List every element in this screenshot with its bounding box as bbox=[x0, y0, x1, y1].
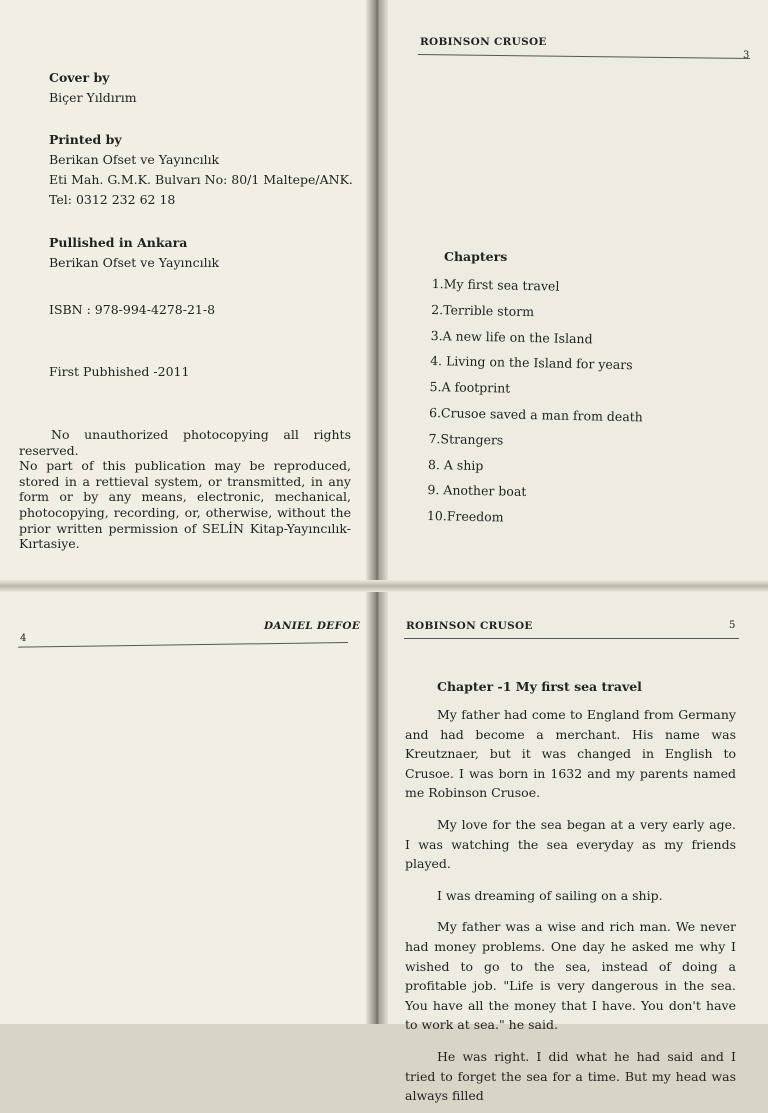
paragraph: My father had come to England from Germany and had become a merchant. His name was Kreutznaer, but it was changed in English to Crusoe. I was born in 1632 and my parents named me Robinson Crusoe. bbox=[405, 707, 736, 801]
paragraph: My father was a wise and rich man. We never had money problems. One day he asked me why I wished to go to the sea, instead of doing a profitable job. "Life is very dangerous in the sea. You have all the money that I have. You don't have to work at sea." he said. bbox=[405, 919, 736, 1033]
running-head: ROBINSON CRUSOE bbox=[420, 36, 547, 48]
chapter-list bbox=[427, 274, 646, 536]
paragraph: I was dreaming of sailing on a ship. bbox=[437, 887, 663, 903]
legal-line-1: No unauthorized photocopying all rights reserved. bbox=[19, 427, 351, 458]
list-item: 4. Living on the Island for years bbox=[430, 353, 633, 373]
publisher-name: Berikan Ofset ve Yayıncılık bbox=[49, 255, 220, 270]
running-head: DANIEL DEFOE bbox=[264, 620, 361, 632]
legal-rest: No part of this publication may be reproduced, stored in a rettieval system, or transmitted, in any form or by any means, electronic, mechanical, photocopying, recording, or, otherwise, without the prior written permission of SELİN Kitap-Yayıncılık-Kırtasiye. bbox=[19, 458, 351, 552]
list-item: 5.A footprint bbox=[429, 379, 511, 396]
chapters-heading: Chapters bbox=[444, 249, 508, 264]
book-gutter bbox=[366, 0, 388, 1024]
cover-credit bbox=[49, 68, 137, 108]
list-item: 6.Crusoe saved a man from death bbox=[428, 404, 643, 425]
printer-credit bbox=[49, 130, 353, 210]
printer-name: Berikan Ofset ve Yayıncılık bbox=[49, 152, 220, 167]
page-number: 4 bbox=[20, 633, 27, 644]
chapter-body bbox=[405, 705, 736, 1113]
list-item: 7.Strangers bbox=[428, 430, 504, 448]
cover-name: Biçer Yıldırım bbox=[49, 90, 137, 105]
page-number: 5 bbox=[729, 620, 736, 631]
published-heading: Pullished in Ankara bbox=[49, 235, 188, 250]
page-number: 3 bbox=[743, 50, 750, 61]
isbn: ISBN : 978-994-4278-21-8 bbox=[49, 302, 216, 317]
blank-left-page bbox=[0, 590, 372, 1024]
chapter-title: Chapter -1 My first sea travel bbox=[437, 679, 642, 694]
list-item: 3.A new life on the Island bbox=[430, 327, 593, 346]
paragraph: My love for the sea began at a very early age. I was watching the sea everyday as my friends played. bbox=[405, 816, 736, 872]
header-rule bbox=[404, 638, 739, 639]
publisher-credit bbox=[49, 233, 219, 273]
paragraph: He was right. I did what he had said and I tried to forget the sea for a time. But my head was always filled bbox=[405, 1048, 736, 1104]
list-item: 2.Terrible storm bbox=[431, 301, 535, 319]
cover-heading: Cover by bbox=[49, 70, 110, 85]
printer-tel: Tel: 0312 232 62 18 bbox=[49, 192, 176, 207]
legal-notice bbox=[19, 427, 351, 552]
list-item: 1.My first sea travel bbox=[431, 275, 560, 294]
first-published: First Pubhished -2011 bbox=[49, 364, 190, 379]
printer-address: Eti Mah. G.M.K. Bulvarı No: 80/1 Maltepe/ANK. bbox=[49, 172, 353, 187]
page-divider bbox=[0, 580, 768, 592]
printed-heading: Printed by bbox=[49, 132, 122, 147]
list-item: 8. A ship bbox=[427, 456, 484, 473]
list-item: 10.Freedom bbox=[426, 508, 504, 525]
running-head: ROBINSON CRUSOE bbox=[406, 620, 533, 632]
list-item: 9. Another boat bbox=[427, 482, 527, 500]
